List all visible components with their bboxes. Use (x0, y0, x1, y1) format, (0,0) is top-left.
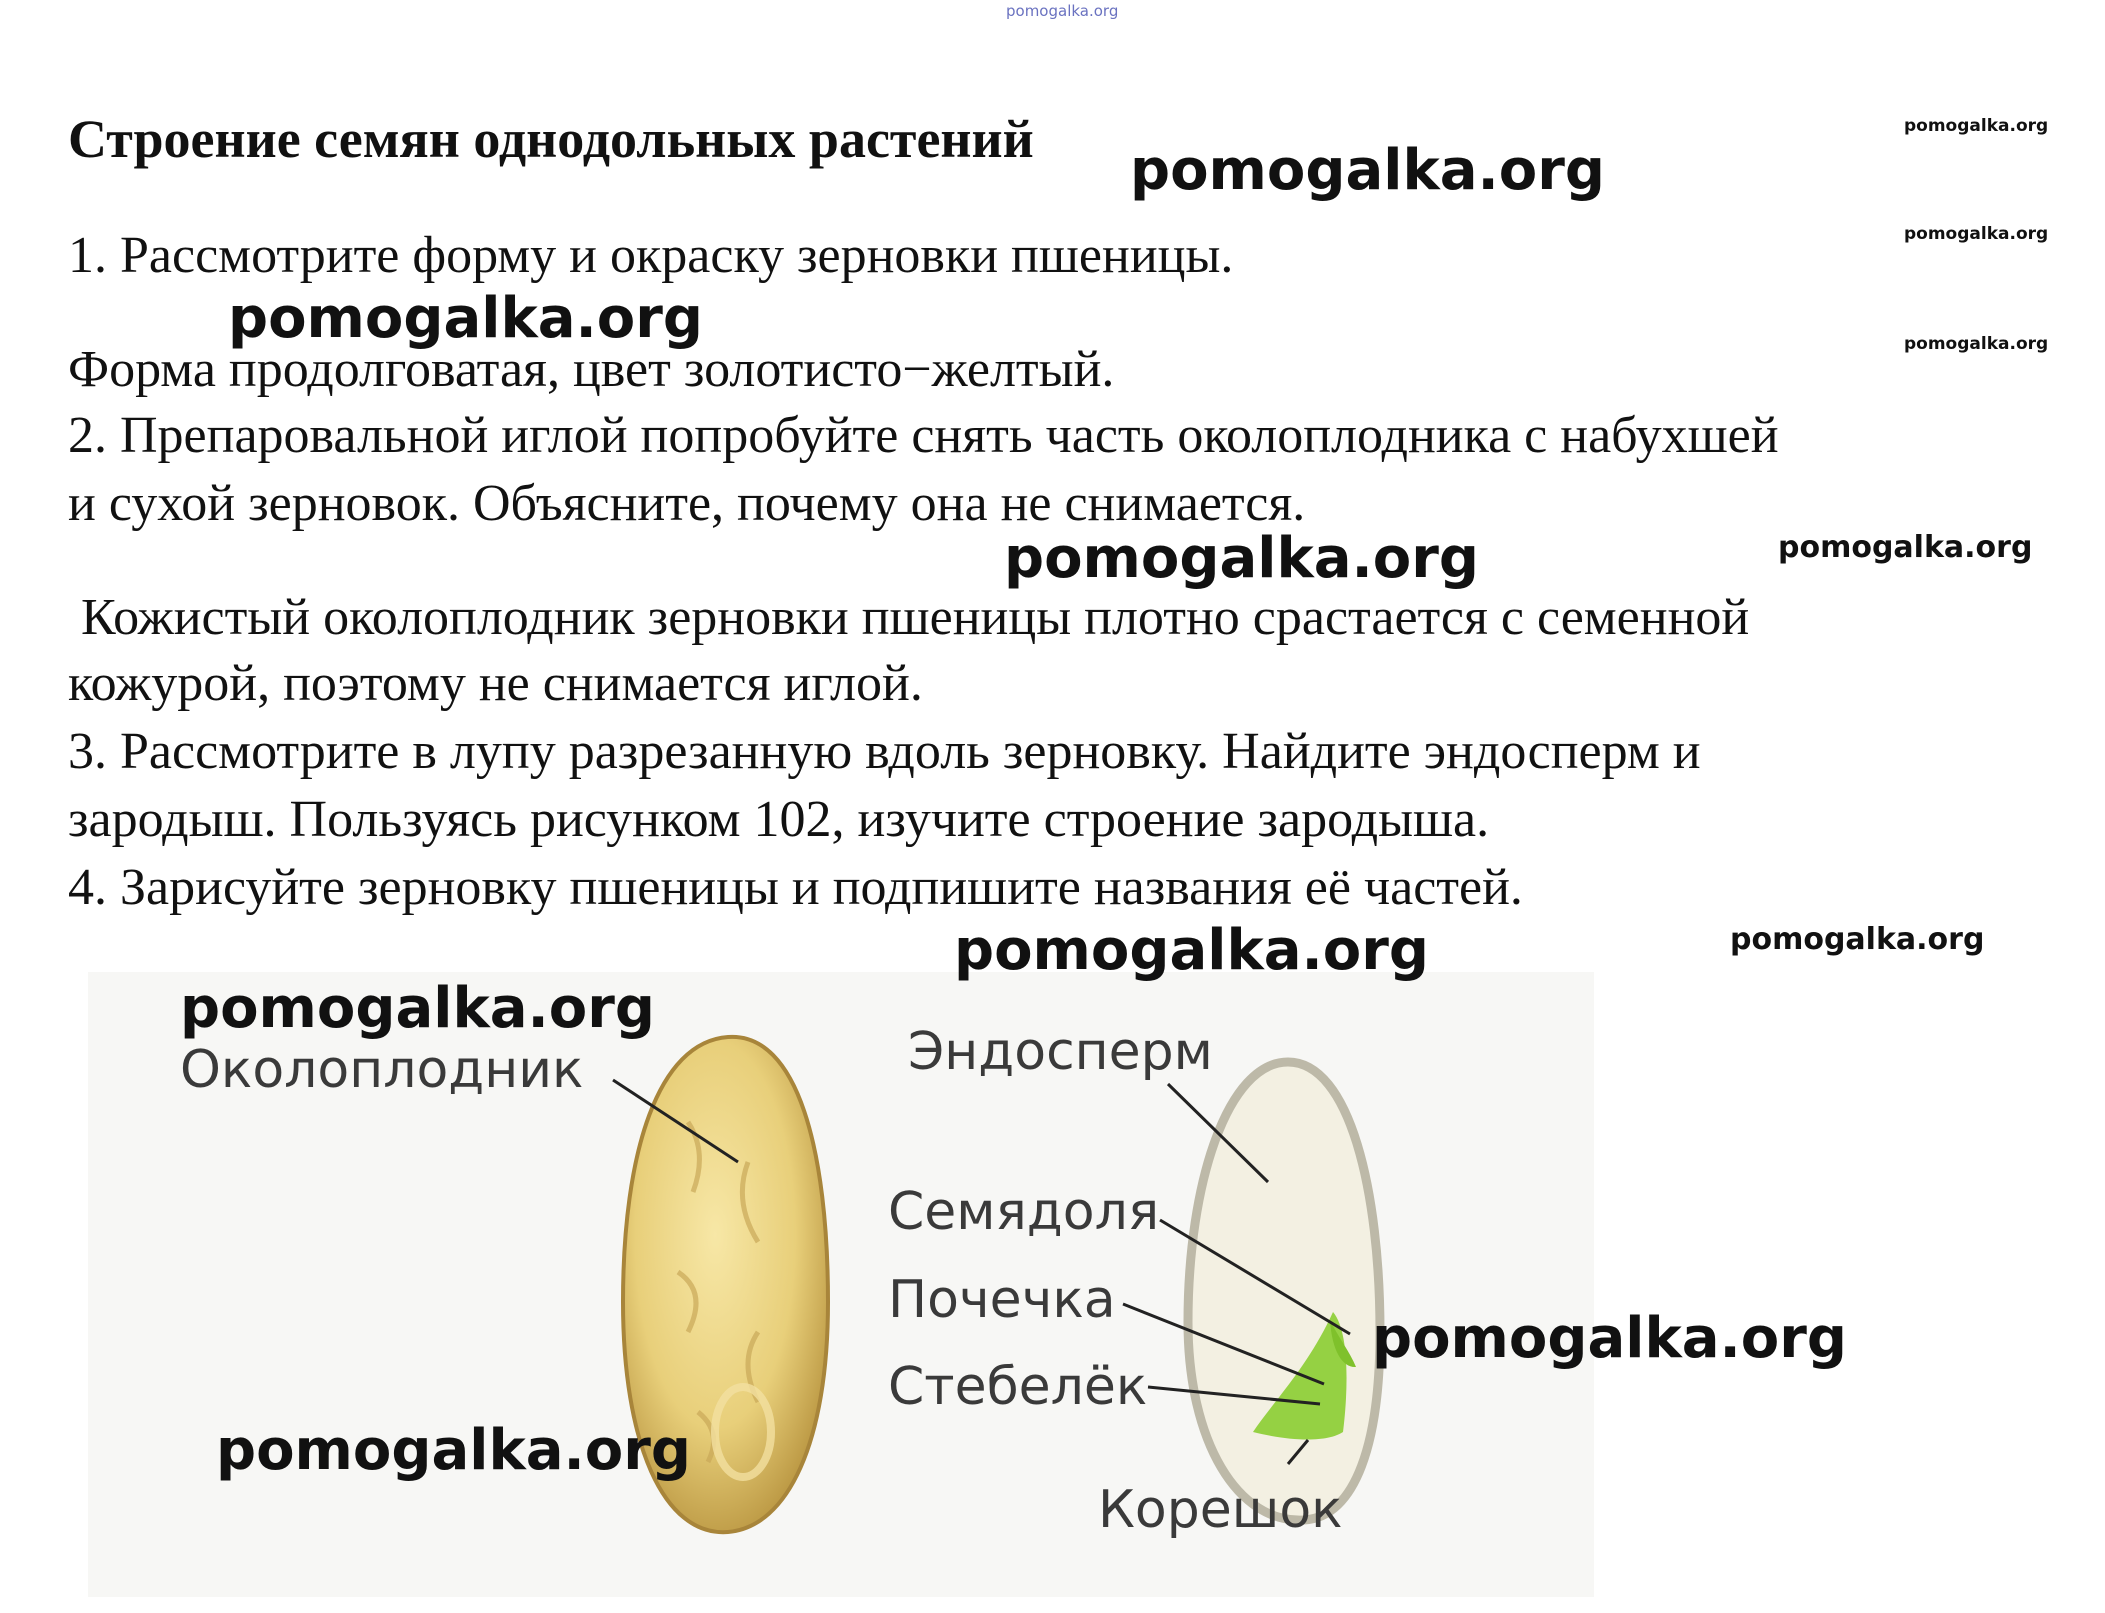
task-2-text-line2: и сухой зерновок. Объясните, почему она не снимается. (68, 475, 1306, 532)
answer-1-text: Форма продолговатая, цвет золотисто−желтый. (68, 341, 1115, 398)
header-watermark: pomogalka.org (1006, 2, 1119, 20)
task-4-text: 4. Зарисуйте зерновку пшеницы и подпишите названия её частей. (68, 859, 1523, 916)
watermark: pomogalka.org (216, 1418, 691, 1483)
watermark: pomogalka.org (1904, 224, 2049, 244)
stem-label: Стебелёк (888, 1357, 1148, 1417)
watermark: pomogalka.org (1904, 334, 2049, 354)
watermark: pomogalka.org (1372, 1306, 1847, 1371)
task-3-text-line1: 3. Рассмотрите в лупу разрезанную вдоль зерновку. Найдите эндосперм и (68, 723, 1701, 780)
watermark: pomogalka.org (1778, 530, 2033, 565)
answer-2-text-line2: кожурой, поэтому не снимается иглой. (68, 655, 923, 712)
watermark: pomogalka.org (954, 918, 1429, 983)
root-label: Корешок (1098, 1480, 1343, 1540)
answer-2-text-line1: Кожистый околоплодник зерновки пшеницы плотно срастается с семенной (68, 589, 1750, 646)
watermark: pomogalka.org (1730, 922, 1985, 957)
task-1-text: 1. Рассмотрите форму и окраску зерновки пшеницы. (68, 227, 1234, 284)
pericarp-label: Околоплодник (180, 1040, 584, 1100)
watermark: pomogalka.org (1130, 138, 1605, 203)
watermark: pomogalka.org (180, 976, 655, 1041)
watermark: pomogalka.org (1904, 116, 2049, 136)
wheat-grain-figure (88, 972, 1594, 1597)
page-title: Строение семян однодольных растений (68, 109, 1034, 169)
cotyledon-label: Семядоля (888, 1182, 1160, 1242)
watermark: pomogalka.org (1004, 526, 1479, 591)
task-3-text-line2: зародыш. Пользуясь рисунком 102, изучите строение зародыша. (68, 791, 1490, 848)
watermark: pomogalka.org (228, 286, 703, 351)
task-2-text-line1: 2. Препаровальной иглой попробуйте снять часть околоплодника с набухшей (68, 407, 1779, 464)
endosperm-label: Эндосперм (908, 1022, 1213, 1082)
bud-label: Почечка (888, 1270, 1116, 1330)
